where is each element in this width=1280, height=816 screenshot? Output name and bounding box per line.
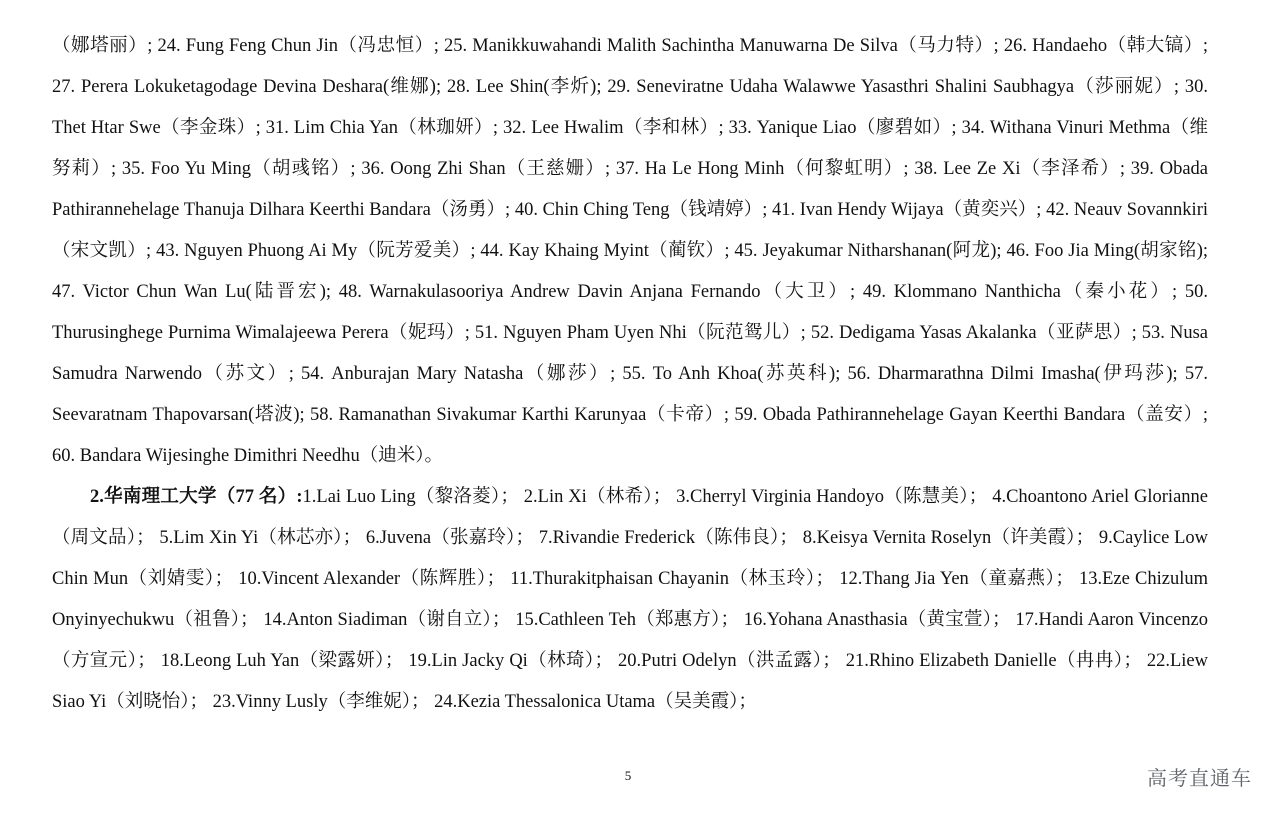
section-2-body: 1.Lai Luo Ling（黎洛菱）； 2.Lin Xi（林希）； 3.Cherryl Virginia Handoyo（陈慧美）； 4.Choantono Ariel Glorianne（周文品）； 5.Lim Xin Yi（林芯亦）； 6.Juvena（张嘉玲）； 7.Rivandie Frederick（陈伟良）； 8.Keisya Vernita Roselyn（许美霞）； 9.Caylice Low Chin Mun（刘婧雯）； 10.Vincent Alexander（陈辉胜）； 11.Thurakitphaisan Chayanin（林玉玲）； 12.Thang Jia Yen（童嘉燕）； 13.Eze Chizulum Onyinyechukwu（祖鲁）； 14.Anton Siadiman（谢自立）； 15.Cathleen Teh（郑惠方）； 16.Yohana Anasthasia（黄宝萱）； 17.Handi Aaron Vincenzo（方宣元）； 18.Leong Luh Yan（梁露妍）； 19.Lin Jacky Qi（林琦）； 20.Putri Odelyn（洪孟露）； 21.Rhino Elizabeth Danielle（冉冉）； 22.Liew Siao Yi（刘晓怡）； 23.Vinny Lusly（李维妮）； 24.Kezia Thessalonica Utama（吴美霞）； (52, 487, 1208, 712)
page-number: 5 (624, 768, 632, 783)
section-2-paragraph (52, 477, 1208, 723)
document-page (52, 26, 1208, 723)
section-heading: 2.华南理工大学（77 名）: (90, 487, 303, 507)
student-list-paragraph: （娜塔丽）; 24. Fung Feng Chun Jin（冯忠恒）; 25. Manikkuwahandi Malith Sachintha Manuwarna De Silva（马力特）; 26. Handaeho（韩大镐）; 27. Perera Lokuketagodage Devina Deshara(维娜); 28. Lee Shin(李炘); 29. Seneviratne Udaha Walawwe Yasasthri Shalini Saubhagya（莎丽妮）; 30. Thet Htar Swe（李金珠）; 31. Lim Chia Yan（林珈妍）; 32. Lee Hwalim（李和林）; 33. Yanique Liao（廖碧如）; 34. Withana Vinuri Methma（维努莉）; 35. Foo Yu Ming（胡彧铭）; 36. Oong Zhi Shan（王慈姗）; 37. Ha Le Hong Minh（何黎虹明）; 38. Lee Ze Xi（李泽希）; 39. Obada Pathirannehelage Thanuja Dilhara Keerthi Bandara（汤勇）; 40. Chin Ching Teng（钱靖婷）; 41. Ivan Hendy Wijaya（黄奕兴）; 42. Neauv Sovannkiri（宋文凯）; 43. Nguyen Phuong Ai My（阮芳爱美）; 44. Kay Khaing Myint（蔺钦）; 45. Jeyakumar Nitharshanan(阿龙); 46. Foo Jia Ming(胡家铭); 47. Victor Chun Wan Lu(陆晋宏); 48. Warnakulasooriya Andrew Davin Anjana Fernando（大卫）; 49. Klommano Nanthicha（秦小花）; 50. Thurusinghege Purnima Wimalajeewa Perera（妮玛）; 51. Nguyen Pham Uyen Nhi（阮范鸳儿）; 52. Dedigama Yasas Akalanka（亚萨思）; 53. Nusa Samudra Narwendo（苏文）; 54. Anburajan Mary Natasha（娜莎）; 55. To Anh Khoa(苏英科); 56. Dharmarathna Dilmi Imasha(伊玛莎); 57. Seevaratnam Thapovarsan(塔波); 58. Ramanathan Sivakumar Karthi Karunyaa（卡帝）; 59. Obada Pathirannehelage Gayan Keerthi Bandara（盖安）; 60. Bandara Wijesinghe Dimithri Needhu（迪米）。 (52, 36, 1208, 466)
watermark-logo-text: 高考直通车 (1147, 766, 1252, 790)
